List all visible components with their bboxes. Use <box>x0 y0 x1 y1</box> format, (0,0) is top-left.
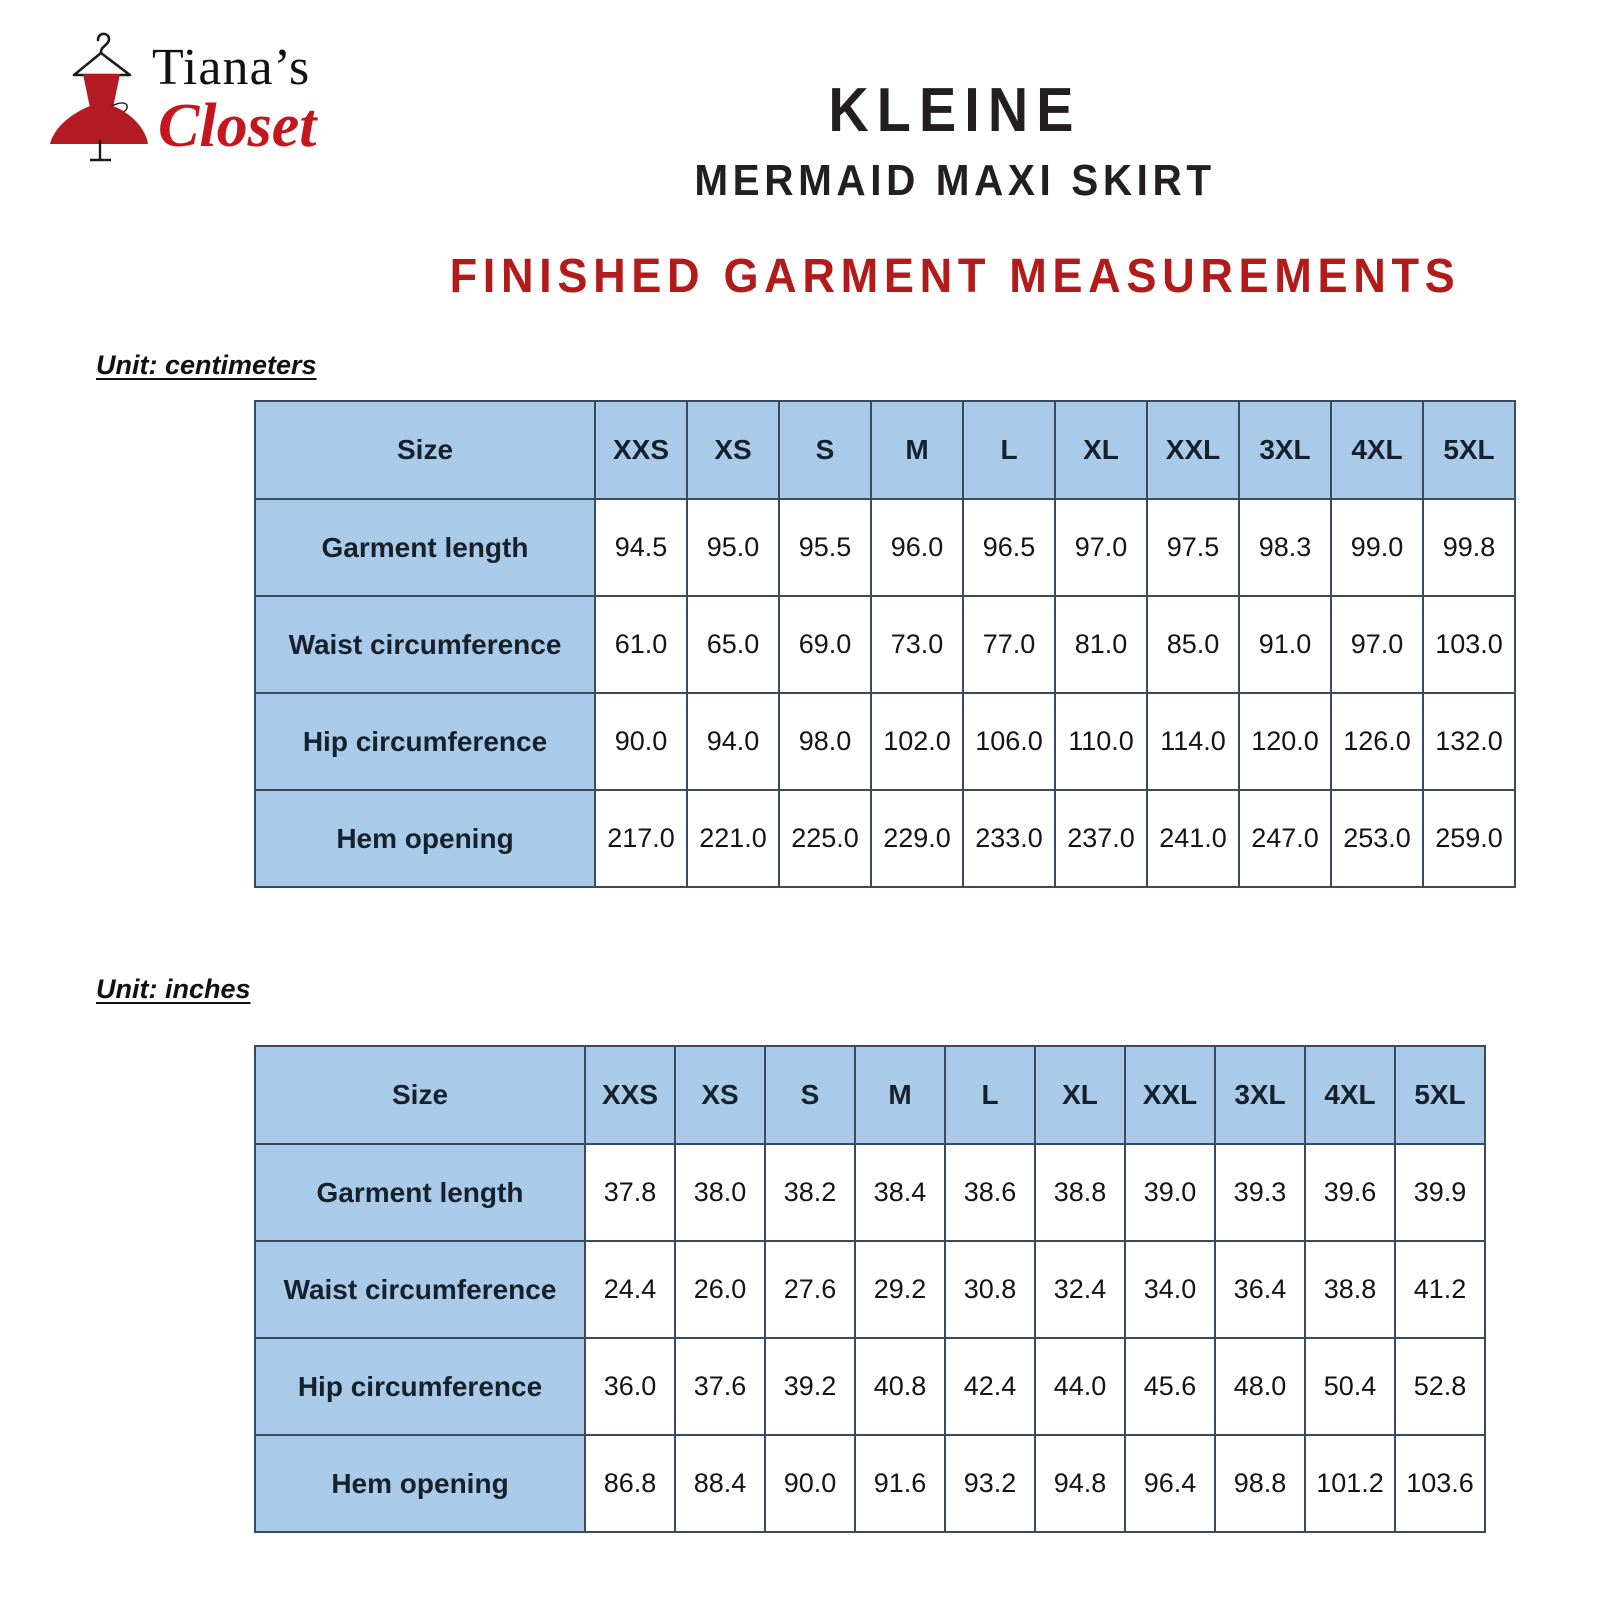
measurement-value: 91.6 <box>855 1435 945 1532</box>
measurement-value: 247.0 <box>1239 790 1331 887</box>
measurement-label: Garment length <box>255 1144 585 1241</box>
measurement-value: 97.0 <box>1331 596 1423 693</box>
measurement-value: 36.4 <box>1215 1241 1305 1338</box>
size-header-l: L <box>945 1046 1035 1144</box>
size-chart-table-inches <box>254 1045 1486 1533</box>
unit-label-centimeters: Unit: centimeters <box>96 350 317 380</box>
size-header-xl: XL <box>1035 1046 1125 1144</box>
measurement-value: 44.0 <box>1035 1338 1125 1435</box>
measurement-value: 253.0 <box>1331 790 1423 887</box>
table-row <box>255 693 1515 790</box>
size-header-xxs: XXS <box>585 1046 675 1144</box>
measurement-value: 26.0 <box>675 1241 765 1338</box>
measurement-value: 217.0 <box>595 790 687 887</box>
size-header-5xl: 5XL <box>1423 401 1515 499</box>
measurement-value: 95.5 <box>779 499 871 596</box>
dress-on-hanger-icon <box>34 22 334 162</box>
measurement-value: 103.6 <box>1395 1435 1485 1532</box>
table-head-in <box>255 1046 1485 1144</box>
svg-text:Tiana’s: Tiana’s <box>152 39 311 96</box>
size-header-xs: XS <box>675 1046 765 1144</box>
table-row <box>255 499 1515 596</box>
measurement-value: 32.4 <box>1035 1241 1125 1338</box>
measurement-value: 73.0 <box>871 596 963 693</box>
size-header-3xl: 3XL <box>1239 401 1331 499</box>
page-title: KLEINE <box>828 76 1082 145</box>
measurement-value: 38.6 <box>945 1144 1035 1241</box>
measurement-label: Hip circumference <box>255 693 595 790</box>
measurement-value: 45.6 <box>1125 1338 1215 1435</box>
measurement-value: 29.2 <box>855 1241 945 1338</box>
measurement-value: 229.0 <box>871 790 963 887</box>
size-header-xxl: XXL <box>1125 1046 1215 1144</box>
measurement-value: 38.8 <box>1305 1241 1395 1338</box>
measurement-value: 39.0 <box>1125 1144 1215 1241</box>
measurement-value: 39.3 <box>1215 1144 1305 1241</box>
size-header-xxs: XXS <box>595 401 687 499</box>
measurement-value: 126.0 <box>1331 693 1423 790</box>
measurement-value: 91.0 <box>1239 596 1331 693</box>
measurement-value: 37.6 <box>675 1338 765 1435</box>
table-header-row <box>255 401 1515 499</box>
measurement-value: 86.8 <box>585 1435 675 1532</box>
measurement-value: 81.0 <box>1055 596 1147 693</box>
measurement-value: 38.2 <box>765 1144 855 1241</box>
size-header-s: S <box>765 1046 855 1144</box>
measurement-value: 132.0 <box>1423 693 1515 790</box>
size-column-header: Size <box>255 1046 585 1144</box>
measurement-value: 97.5 <box>1147 499 1239 596</box>
measurement-label: Garment length <box>255 499 595 596</box>
table-body-in <box>255 1144 1485 1532</box>
measurement-value: 96.4 <box>1125 1435 1215 1532</box>
measurement-value: 42.4 <box>945 1338 1035 1435</box>
measurement-value: 97.0 <box>1055 499 1147 596</box>
table-head-cm <box>255 401 1515 499</box>
measurement-label: Waist circumference <box>255 596 595 693</box>
measurement-value: 27.6 <box>765 1241 855 1338</box>
measurement-value: 99.0 <box>1331 499 1423 596</box>
measurement-value: 41.2 <box>1395 1241 1485 1338</box>
measurement-value: 24.4 <box>585 1241 675 1338</box>
measurement-value: 103.0 <box>1423 596 1515 693</box>
measurement-value: 48.0 <box>1215 1338 1305 1435</box>
measurement-value: 39.9 <box>1395 1144 1485 1241</box>
measurement-value: 102.0 <box>871 693 963 790</box>
measurement-value: 98.3 <box>1239 499 1331 596</box>
size-header-5xl: 5XL <box>1395 1046 1485 1144</box>
measurement-value: 34.0 <box>1125 1241 1215 1338</box>
measurement-value: 39.2 <box>765 1338 855 1435</box>
measurement-value: 225.0 <box>779 790 871 887</box>
measurements-title: FINISHED GARMENT MEASUREMENTS <box>449 250 1461 304</box>
measurement-value: 94.0 <box>687 693 779 790</box>
measurement-value: 36.0 <box>585 1338 675 1435</box>
measurement-label: Hip circumference <box>255 1338 585 1435</box>
measurement-value: 96.5 <box>963 499 1055 596</box>
measurement-value: 95.0 <box>687 499 779 596</box>
measurement-label: Hem opening <box>255 790 595 887</box>
size-header-s: S <box>779 401 871 499</box>
measurement-value: 96.0 <box>871 499 963 596</box>
size-header-xxl: XXL <box>1147 401 1239 499</box>
measurement-value: 37.8 <box>585 1144 675 1241</box>
size-chart-table-centimeters <box>254 400 1516 888</box>
measurement-value: 61.0 <box>595 596 687 693</box>
measurement-value: 94.8 <box>1035 1435 1125 1532</box>
header-titles <box>330 78 1580 309</box>
measurement-value: 106.0 <box>963 693 1055 790</box>
measurement-value: 85.0 <box>1147 596 1239 693</box>
size-header-l: L <box>963 401 1055 499</box>
page-subtitle: MERMAID MAXI SKIRT <box>694 156 1216 206</box>
table-body-cm <box>255 499 1515 887</box>
measurement-value: 114.0 <box>1147 693 1239 790</box>
measurement-value: 241.0 <box>1147 790 1239 887</box>
measurement-value: 40.8 <box>855 1338 945 1435</box>
measurement-value: 237.0 <box>1055 790 1147 887</box>
measurement-label: Hem opening <box>255 1435 585 1532</box>
measurement-value: 93.2 <box>945 1435 1035 1532</box>
measurement-value: 38.8 <box>1035 1144 1125 1241</box>
measurement-value: 120.0 <box>1239 693 1331 790</box>
size-header-xl: XL <box>1055 401 1147 499</box>
measurement-value: 52.8 <box>1395 1338 1485 1435</box>
measurement-value: 99.8 <box>1423 499 1515 596</box>
measurement-value: 101.2 <box>1305 1435 1395 1532</box>
svg-text:Closet: Closet <box>158 92 317 160</box>
measurement-value: 30.8 <box>945 1241 1035 1338</box>
size-header-m: M <box>871 401 963 499</box>
unit-label-inches: Unit: inches <box>96 974 251 1004</box>
measurement-value: 94.5 <box>595 499 687 596</box>
table-row <box>255 1435 1485 1532</box>
measurement-value: 69.0 <box>779 596 871 693</box>
size-header-4xl: 4XL <box>1305 1046 1395 1144</box>
measurement-value: 88.4 <box>675 1435 765 1532</box>
table-row <box>255 1241 1485 1338</box>
measurement-value: 221.0 <box>687 790 779 887</box>
measurement-value: 98.8 <box>1215 1435 1305 1532</box>
brand-logo <box>34 22 334 162</box>
measurement-value: 233.0 <box>963 790 1055 887</box>
size-column-header: Size <box>255 401 595 499</box>
size-header-m: M <box>855 1046 945 1144</box>
table-row <box>255 790 1515 887</box>
table-row <box>255 1338 1485 1435</box>
measurement-value: 50.4 <box>1305 1338 1395 1435</box>
measurement-value: 39.6 <box>1305 1144 1395 1241</box>
size-header-xs: XS <box>687 401 779 499</box>
size-header-3xl: 3XL <box>1215 1046 1305 1144</box>
measurement-value: 77.0 <box>963 596 1055 693</box>
table-row <box>255 596 1515 693</box>
measurement-value: 90.0 <box>765 1435 855 1532</box>
measurement-value: 259.0 <box>1423 790 1515 887</box>
measurement-value: 38.0 <box>675 1144 765 1241</box>
measurement-value: 65.0 <box>687 596 779 693</box>
size-header-4xl: 4XL <box>1331 401 1423 499</box>
table-row <box>255 1144 1485 1241</box>
measurement-value: 98.0 <box>779 693 871 790</box>
table-header-row <box>255 1046 1485 1144</box>
measurement-value: 38.4 <box>855 1144 945 1241</box>
measurement-value: 110.0 <box>1055 693 1147 790</box>
measurement-label: Waist circumference <box>255 1241 585 1338</box>
measurement-value: 90.0 <box>595 693 687 790</box>
